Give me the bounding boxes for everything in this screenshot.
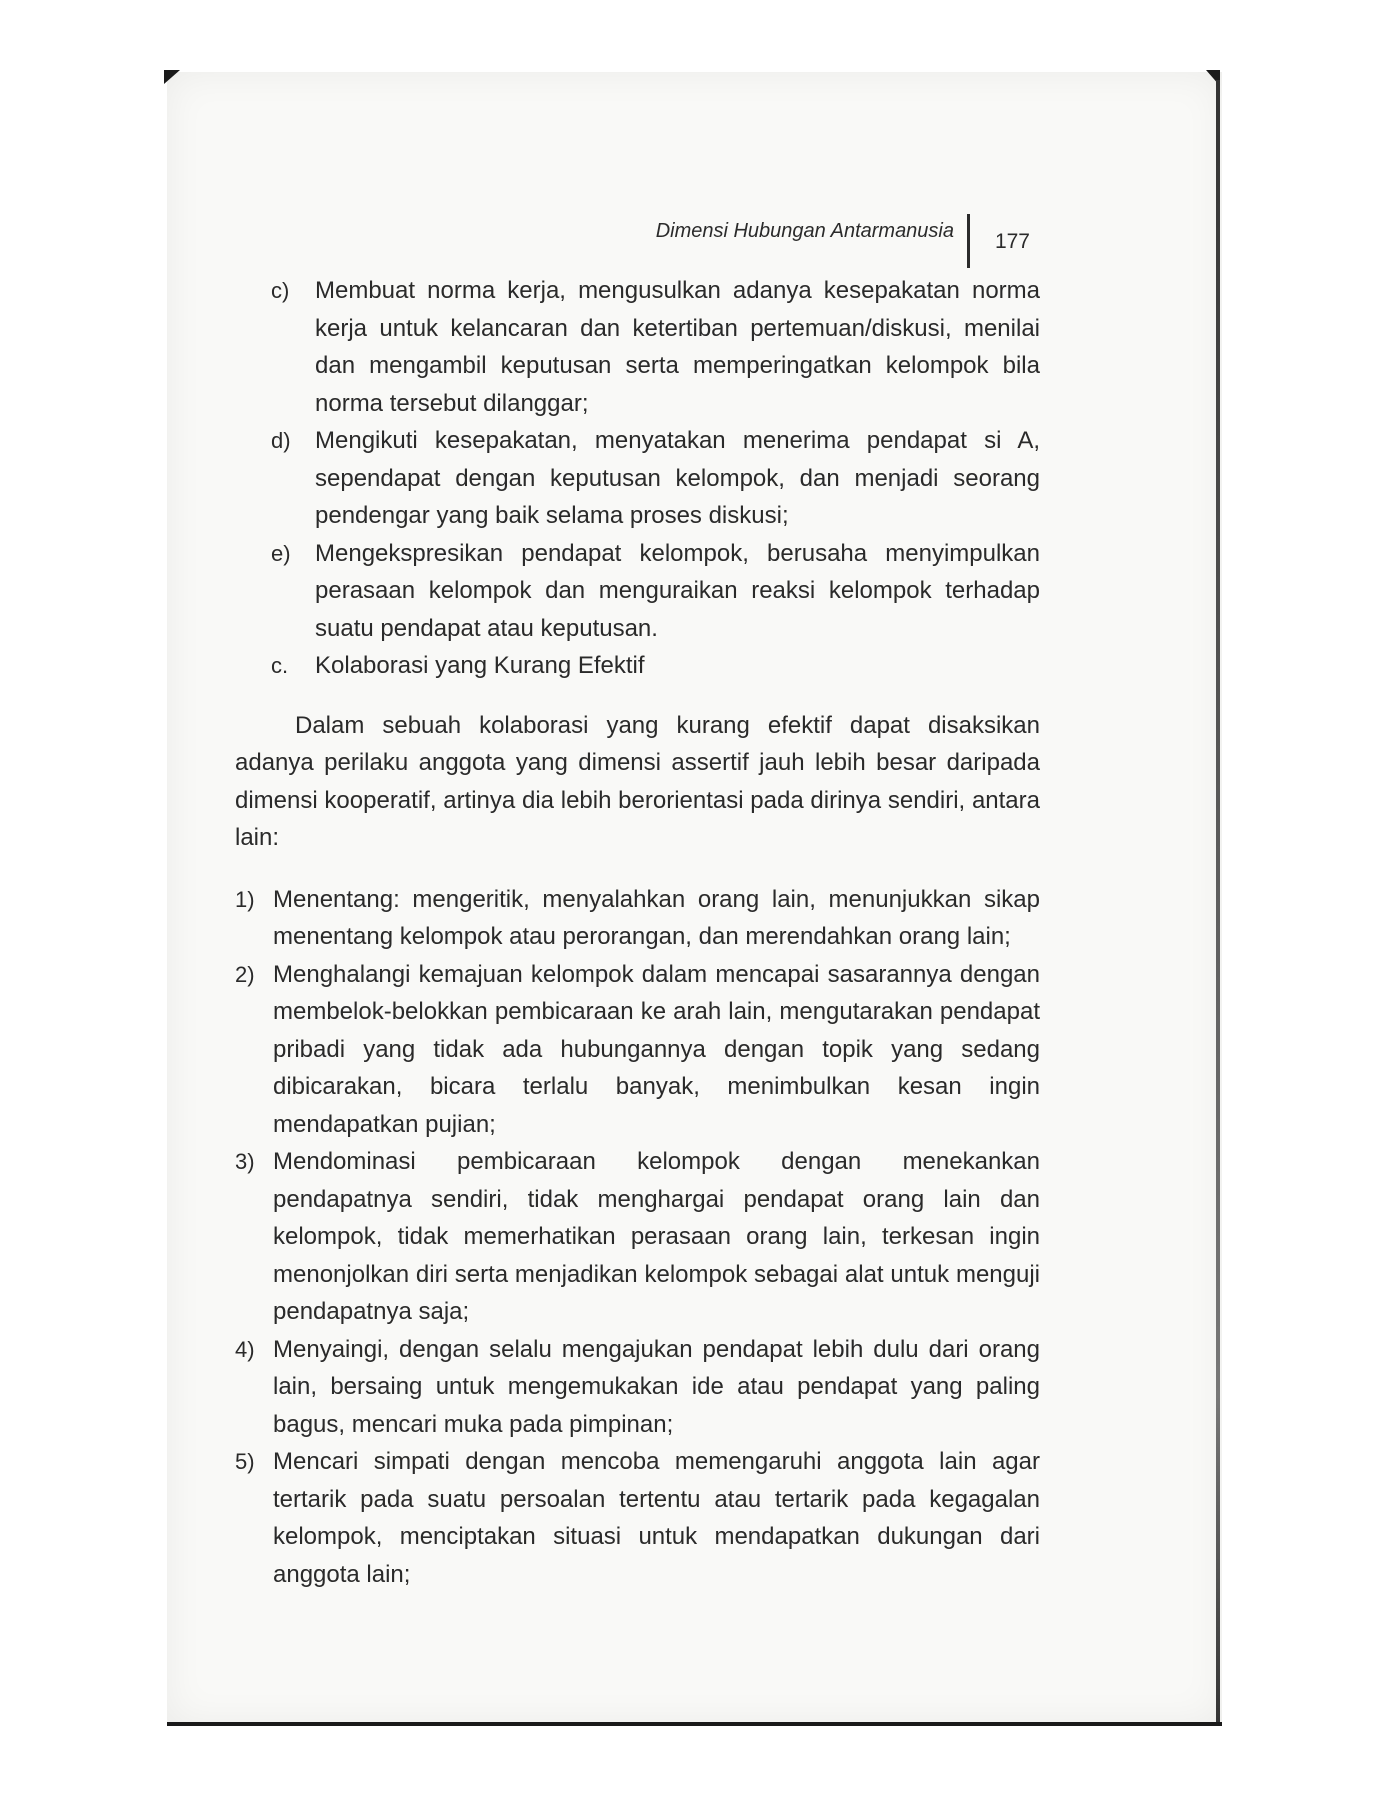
list-marker: e) (271, 540, 291, 566)
list-marker: d) (271, 428, 291, 453)
numbered-item (235, 881, 1040, 956)
numbered-item-text: Menentang: mengeritik, menyalahkan orang lain, menunjukkan sikap menentang kelompok atau perorangan, dan merendahkan orang lain; (273, 885, 1040, 950)
numbered-item-text: Menghalangi kemajuan kelompok dalam mencapai sasarannya dengan membelok-belokkan pembicaraan ke arah lain, mengutarakan pendapat pribadi yang tidak ada hubungannya dengan topik yang sedang dibicarakan, bicara terlalu banyak, menimbulkan kesan ingin mendapatkan pujian; (273, 960, 1040, 1138)
numbered-marker: 1) (235, 886, 255, 912)
numbered-marker: 3) (235, 1149, 255, 1174)
numbered-item-text: Mencari simpati dengan mencoba memengaruhi anggota lain agar tertarik pada suatu persoalan tertentu atau tertarik pada kegagalan kelompok, menciptakan situasi untuk mendapatkan dukungan dari anggota lain; (273, 1448, 1040, 1588)
section-heading (235, 647, 1040, 685)
numbered-item (235, 1143, 1040, 1331)
section-marker: c. (271, 653, 289, 678)
intro-paragraph: Dalam sebuah kolaborasi yang kurang efektif dapat disaksikan adanya perilaku anggota yang dimensi assertif jauh lebih besar daripada dimensi kooperatif, artinya dia lebih berorientasi pada dirinya sendiri, antara lain: (235, 711, 1040, 851)
section-heading-text: Kolaborasi yang Kurang Efektif (315, 652, 645, 679)
running-title: Dimensi Hubungan Antarmanusia (655, 220, 954, 242)
running-head (560, 214, 1040, 268)
page-number: 177 (994, 230, 1030, 253)
numbered-item-text: Mendominasi pembicaraan kelompok dengan menekankan pendapatnya sendiri, tidak menghargai pendapat orang lain dan kelompok, tidak memerhatikan perasaan orang lain, terkesan ingin menonjolkan diri serta menjadikan kelompok sebagai alat untuk menguji pendapatnya saja; (273, 1148, 1040, 1325)
page-edge-bottom (167, 1722, 1222, 1726)
numbered-item (235, 956, 1040, 1144)
list-item-text: Mengekspresikan pendapat kelompok, berusaha menyimpulkan perasaan kelompok dan menguraikan reaksi kelompok terhadap suatu pendapat atau keputusan. (315, 539, 1040, 642)
list-item (235, 535, 1040, 648)
page-edge-right (1216, 80, 1220, 1726)
list-item (235, 272, 1040, 422)
header-rule (967, 214, 970, 268)
numbered-item (235, 1443, 1040, 1593)
list-item-text: Membuat norma kerja, mengusulkan adanya kesepakatan norma kerja untuk kelancaran dan ketertiban pertemuan/diskusi, menilai dan mengambil keputusan serta memperingatkan kelompok bila norma tersebut dilanggar; (315, 277, 1040, 417)
numbered-item-text: Menyaingi, dengan selalu mengajukan pendapat lebih dulu dari orang lain, bersaing untuk mengemukakan ide atau pendapat yang paling bagus, mencari muka pada pimpinan; (273, 1335, 1040, 1438)
list-item (235, 422, 1040, 535)
numbered-marker: 4) (235, 1336, 255, 1362)
numbered-marker: 2) (235, 961, 255, 987)
numbered-marker: 5) (235, 1449, 255, 1474)
page-corner-top-left (164, 70, 180, 84)
list-marker: c) (271, 278, 290, 303)
list-item-text: Mengikuti kesepakatan, menyatakan menerima pendapat si A, sependapat dengan keputusan kelompok, dan menjadi seorang pendengar yang baik selama proses diskusi; (315, 427, 1040, 529)
page-content (235, 272, 1040, 1593)
numbered-item (235, 1331, 1040, 1444)
